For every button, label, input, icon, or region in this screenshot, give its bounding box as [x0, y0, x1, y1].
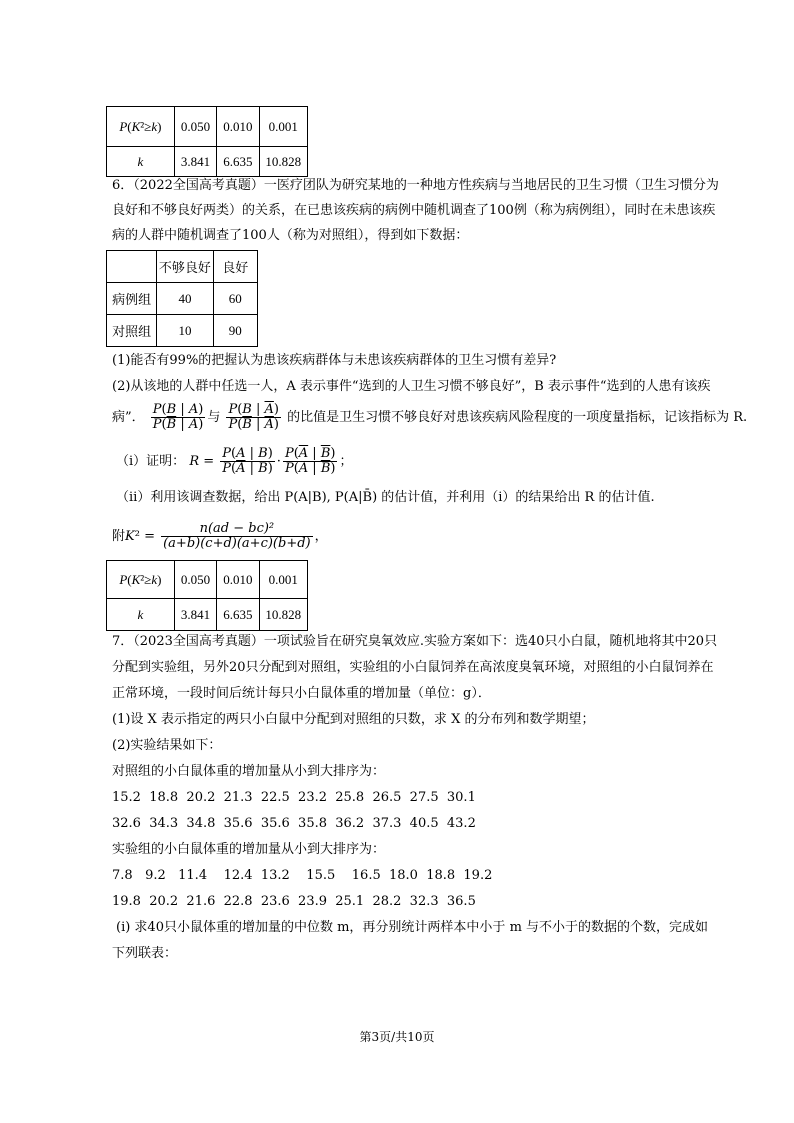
p-value-cell: 0.001 — [259, 561, 307, 599]
k-value-cell: 10.828 — [259, 599, 307, 631]
q7-part-i-line1: (i) 求40只小鼠体重的增加量的中位数 m，再分别统计两样本中小于 m 与不小于的数据的个数，完成如 — [116, 920, 709, 935]
q7-part1: (1)设 X 表示指定的两只小白鼠中分配到对照组的只数，求 X 的分布列和数学期望； — [112, 712, 595, 727]
q7-intro-line3: 正常环境，一段时间后统计每只小白鼠体重的增加量（单位：g）． — [112, 686, 491, 701]
table-cell: 10 — [157, 315, 213, 347]
q7-control-row2: 32.6 34.3 34.8 35.6 35.6 35.8 36.2 37.3 40.5 43.2 — [112, 816, 476, 831]
k-value-cell: 10.828 — [259, 147, 307, 177]
q6-part2-i: （ⅰ）证明： R = $\frac{P(A | B)}{P(\overline{A} | B)}$ · $\frac{P(\overline{A} | \overline{B})}{P(A | \overline{B})}$ ； — [116, 446, 353, 476]
q6-part2-ii: （ⅱ）利用该调查数据，给出 P(A|B), P(A|B̄) 的估计值，并利用（ⅰ）的结果给出 R 的估计值. — [116, 490, 655, 505]
p-value-cell: 0.001 — [259, 107, 307, 147]
q7-intro-line1: 7．（2023全国高考真题）一项试验旨在研究臭氧效应.实验方案如下：选40只小白鼠，随机地将其中20只 — [112, 634, 718, 649]
k-row-label: k — [107, 147, 175, 177]
k-table-header: P(K²≥k) — [107, 561, 175, 599]
fraction-pba-pbba: $\frac{P(B | A)}{P(\overline{B} | A)}$ — [152, 402, 204, 432]
q7-part-i-line2: 下列联表： — [112, 946, 178, 961]
q7-exp-title: 实验组的小白鼠体重的增加量从小到大排序为： — [112, 842, 386, 857]
fraction-pabbar: $\frac{P(\overline{A} | \overline{B})}{P(A | \overline{B})}$ — [284, 446, 336, 476]
q7-control-row1: 15.2 18.8 20.2 21.3 22.5 23.2 25.8 26.5 27.5 30.1 — [112, 790, 476, 805]
table-cell: 40 — [157, 283, 213, 315]
row-label: 对照组 — [107, 315, 157, 347]
q6-part2-line1: (2)从该地的人群中任选一人，A 表示事件“选到的人卫生习惯不够良好”，B 表示事件“选到的人患有该疾 — [112, 379, 711, 394]
k-critical-table-top — [106, 106, 308, 177]
q7-exp-row2: 19.8 20.2 21.6 22.8 23.6 23.9 25.1 28.2 32.3 36.5 — [112, 894, 476, 909]
q7-part2: (2)实验结果如下： — [112, 738, 222, 753]
q6-part1: (1)能否有99%的把握认为患该疾病群体与未患该疾病群体的卫生习惯有差异? — [112, 353, 557, 368]
col-header: 不够良好 — [157, 251, 213, 283]
k-row-label: k — [107, 599, 175, 631]
p-value-cell: 0.050 — [174, 107, 216, 147]
k-critical-table-bottom — [106, 560, 308, 631]
k-value-cell: 6.635 — [217, 599, 259, 631]
k-value-cell: 6.635 — [217, 147, 259, 177]
q6-appendix: 附K² = $\frac{\text{n(ad − bc)²}}{(a+b)(c+d)(a+c)(b+d)}$ ， — [112, 521, 328, 551]
q7-intro-line2: 分配到实验组，另外20只分配到对照组，实验组的小白鼠饲养在高浓度臭氧环境，对照组的小白鼠饲养在 — [112, 660, 714, 675]
p-value-cell: 0.050 — [174, 561, 216, 599]
q6-intro-line1: 6．（2022全国高考真题）一医疗团队为研究某地的一种地方性疾病与当地居民的卫生习惯（卫生习惯分为 — [112, 178, 719, 193]
q6-part2-line2: 病”． $\frac{P(B | A)}{P(\overline{B} | A)}$ 与 $\frac{P(B | \overline{A})}{P(\overline{B} | \overline{A})}$ 的比值是卫生习惯不够良好对患该疾病风险程度的一项度量指标，记该指标为 R. — [112, 402, 748, 432]
page-footer: 第3页/共10页 — [359, 1030, 435, 1044]
q6-intro-line2: 良好和不够良好两类）的关系，在已患该疾病的病例中随机调查了100例（称为病例组），同时在未患该疾 — [112, 203, 716, 218]
q6-intro-line3: 病的人群中随机调查了100人（称为对照组），得到如下数据： — [112, 228, 469, 243]
k-table-header: P(K²≥k) — [107, 107, 175, 147]
q6-data-table — [106, 250, 258, 347]
q7-exp-row1: 7.8 9.2 11.4 12.4 13.2 15.5 16.5 18.0 18.8 19.2 — [112, 868, 493, 883]
k-value-cell: 3.841 — [174, 599, 216, 631]
col-header: 良好 — [213, 251, 257, 283]
p-value-cell: 0.010 — [217, 107, 259, 147]
k-squared-formula: $\frac{\text{n(ad − bc)²}}{(a+b)(c+d)(a+c)(b+d)}$ — [163, 521, 311, 551]
p-value-cell: 0.010 — [217, 561, 259, 599]
fraction-pbabar: $\frac{P(B | \overline{A})}{P(\overline{B} | \overline{A})}$ — [228, 402, 279, 432]
fraction-pab: $\frac{P(A | B)}{P(\overline{A} | B)}$ — [222, 446, 273, 476]
q7-control-title: 对照组的小白鼠体重的增加量从小到大排序为： — [112, 764, 386, 779]
table-cell: 90 — [213, 315, 257, 347]
k-value-cell: 3.841 — [174, 147, 216, 177]
row-label: 病例组 — [107, 283, 157, 315]
table-cell: 60 — [213, 283, 257, 315]
